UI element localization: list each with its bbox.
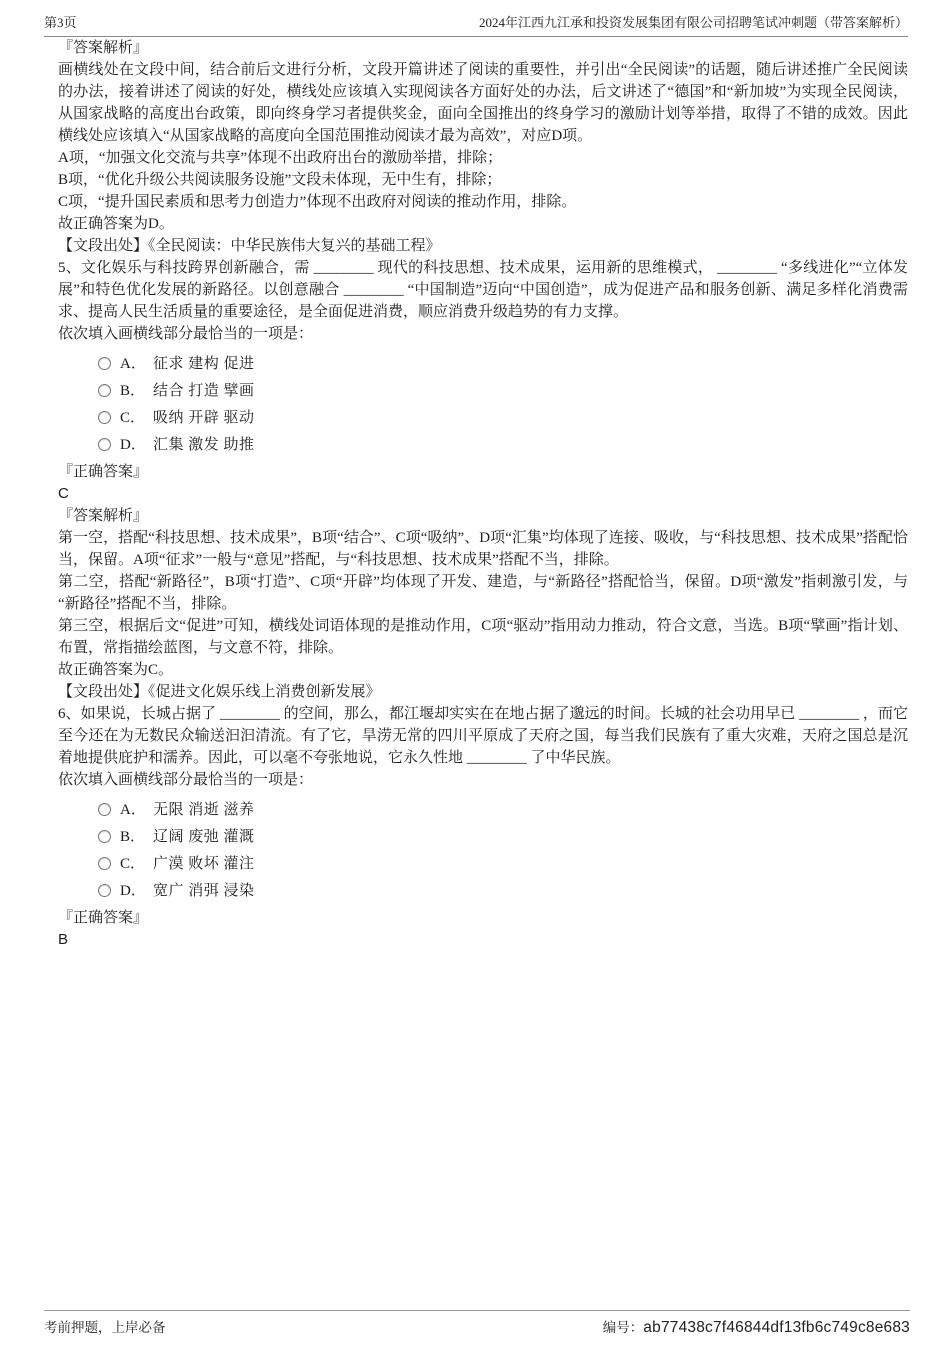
q5-source-line: 【文段出处】《促进文化娱乐线上消费创新发展》 [58,684,381,700]
option-text: 辽阔 废弛 灌溉 [153,828,255,845]
q5-option-a-radio[interactable] [98,357,111,370]
q6-option-b-radio[interactable] [98,830,111,843]
option-text: 汇集 激发 助推 [153,436,255,453]
footer-code: ab77438c7f46844df13fb6c749c8e683 [643,1319,910,1336]
q6-answer-value: B [58,931,69,948]
option-text: 广漠 败坏 灌注 [153,855,255,872]
q6-option-c-radio[interactable] [98,857,111,870]
q5-option-d[interactable] [98,434,908,455]
q6-option-c[interactable] [98,853,908,874]
footer-code-line [603,1316,910,1337]
option-letter: B． [120,382,146,399]
q6-stem: 6、如果说，长城占据了 ________ 的空间，那么，都江堰却实实在在地占据了邈远的时间。长城的社会功用早已 ________ ，而它至今还在为无数民众输送汩汩清流。有了它，旱涝无常的四川平原成了天府之国，每当我们民族有了重大灾难，天府之国总是沉着地提供庇护和濡养。因此，可以毫不夸张地说，它永久性地 ________ 了中华民族。 [58,706,908,766]
footer-code-label: 编号： [602,1320,644,1335]
q5-option-c[interactable] [98,407,908,428]
option-text: 结合 打造 擘画 [153,382,255,399]
q6-option-a[interactable] [98,799,908,820]
option-text: 征求 建构 促进 [153,355,255,372]
page-number: 第3页 [44,15,77,30]
q4-source-line: 【文段出处】《全民阅读：中华民族伟大复兴的基础工程》 [58,238,441,254]
q6-options [98,799,908,901]
q5-answer-label: 『正确答案』 [58,464,149,480]
q6-option-d[interactable] [98,880,908,901]
q5-answer-value: C [58,485,69,502]
footer-slogan: 考前押题，上岸必备 [44,1320,166,1335]
q5-option-b[interactable] [98,380,908,401]
q6-option-b[interactable] [98,826,908,847]
page-footer [44,1310,910,1337]
option-text: 无限 消逝 滋养 [153,801,255,818]
document-content [58,37,908,951]
option-text: 吸纳 开辟 驱动 [153,409,255,426]
q4-analysis-label: 『答案解析』 [58,40,149,56]
option-letter: C． [120,855,146,872]
option-letter: D． [120,436,146,453]
page-header [44,12,908,37]
option-letter: D． [120,882,146,899]
document-title: 2024年江西九江承和投资发展集团有限公司招聘笔试冲刺题（带答案解析） [478,15,908,30]
q5-analysis-p2: 第二空，搭配“新路径”，B项“打造”、C项“开辟”均体现了开发、建造，与“新路径”搭配恰当，保留。D项“激发”指刺激引发，与“新路径”搭配不当，排除。 [58,574,908,612]
q5-analysis-label: 『答案解析』 [58,508,149,524]
q5-stem: 5、文化娱乐与科技跨界创新融合，需 ________ 现代的科技思想、技术成果，运用新的思维模式， ________ “多线进化”“立体发展”和特色优化发展的新路径。以创意融合 ________ “中国制造”迈向“中国创造”，成为促进产品和服务创新、满足多样化消费需求、提高人民生活质量的重要途径，是全面促进消费，顺应消费升级趋势的有力支撑。 [58,260,908,320]
q5-prompt: 依次填入画横线部分最恰当的一项是： [58,326,314,342]
q5-analysis-p1: 第一空，搭配“科技思想、技术成果”，B项“结合”、C项“吸纳”、D项“汇集”均体现了连接、吸收，与“科技思想、技术成果”搭配恰当，保留。A项“征求”一般与“意见”搭配，与“科技思想、技术成果”搭配不当，排除。 [58,530,908,568]
q6-option-a-radio[interactable] [98,803,111,816]
q5-option-b-radio[interactable] [98,384,111,397]
q6-option-d-radio[interactable] [98,884,111,897]
q4-analysis-item-a: A项，“加强文化交流与共享”体现不出政府出台的激励举措，排除； [58,150,503,166]
q4-analysis-item-b: B项，“优化升级公共阅读服务设施”文段未体现，无中生有，排除； [58,172,502,188]
option-text: 宽广 消弭 浸染 [153,882,255,899]
q5-conclusion: 故正确答案为C。 [58,662,174,678]
q6-prompt: 依次填入画横线部分最恰当的一项是： [58,772,314,788]
option-letter: A． [120,801,146,818]
q5-option-a[interactable] [98,353,908,374]
option-letter: B． [120,828,146,845]
q6-answer-label: 『正确答案』 [58,910,149,926]
q5-options [98,353,908,455]
option-letter: C． [120,409,146,426]
q5-option-c-radio[interactable] [98,411,111,424]
q4-conclusion: 故正确答案为D。 [58,216,174,232]
q4-analysis-paragraph: 画横线处在文段中间，结合前后文进行分析，文段开篇讲述了阅读的重要性，并引出“全民阅读”的话题，随后讲述推广全民阅读的办法，接着讲述了阅读的好处，横线处应该填入实现阅读各方面好处的办法，后文讲述了“德国”和“新加坡”为实现全民阅读，从国家战略的高度出台政策，即向终身学习者提供奖金，面向全国推出的终身学习的激励计划等举措，取得了不错的成效。因此横线处应该填入“从国家战略的高度向全国范围推动阅读才最为高效”，对应D项。 [58,62,908,144]
option-letter: A． [120,355,146,372]
q5-option-d-radio[interactable] [98,438,111,451]
q5-analysis-p3: 第三空，根据后文“促进”可知，横线处词语体现的是推动作用，C项“驱动”指用动力推动，符合文意，当选。B项“擘画”指计划、布置，常指描绘蓝图，与文意不符，排除。 [58,618,908,656]
q4-analysis-item-c: C项，“提升国民素质和思考力创造力”体现不出政府对阅读的推动作用，排除。 [58,194,577,210]
